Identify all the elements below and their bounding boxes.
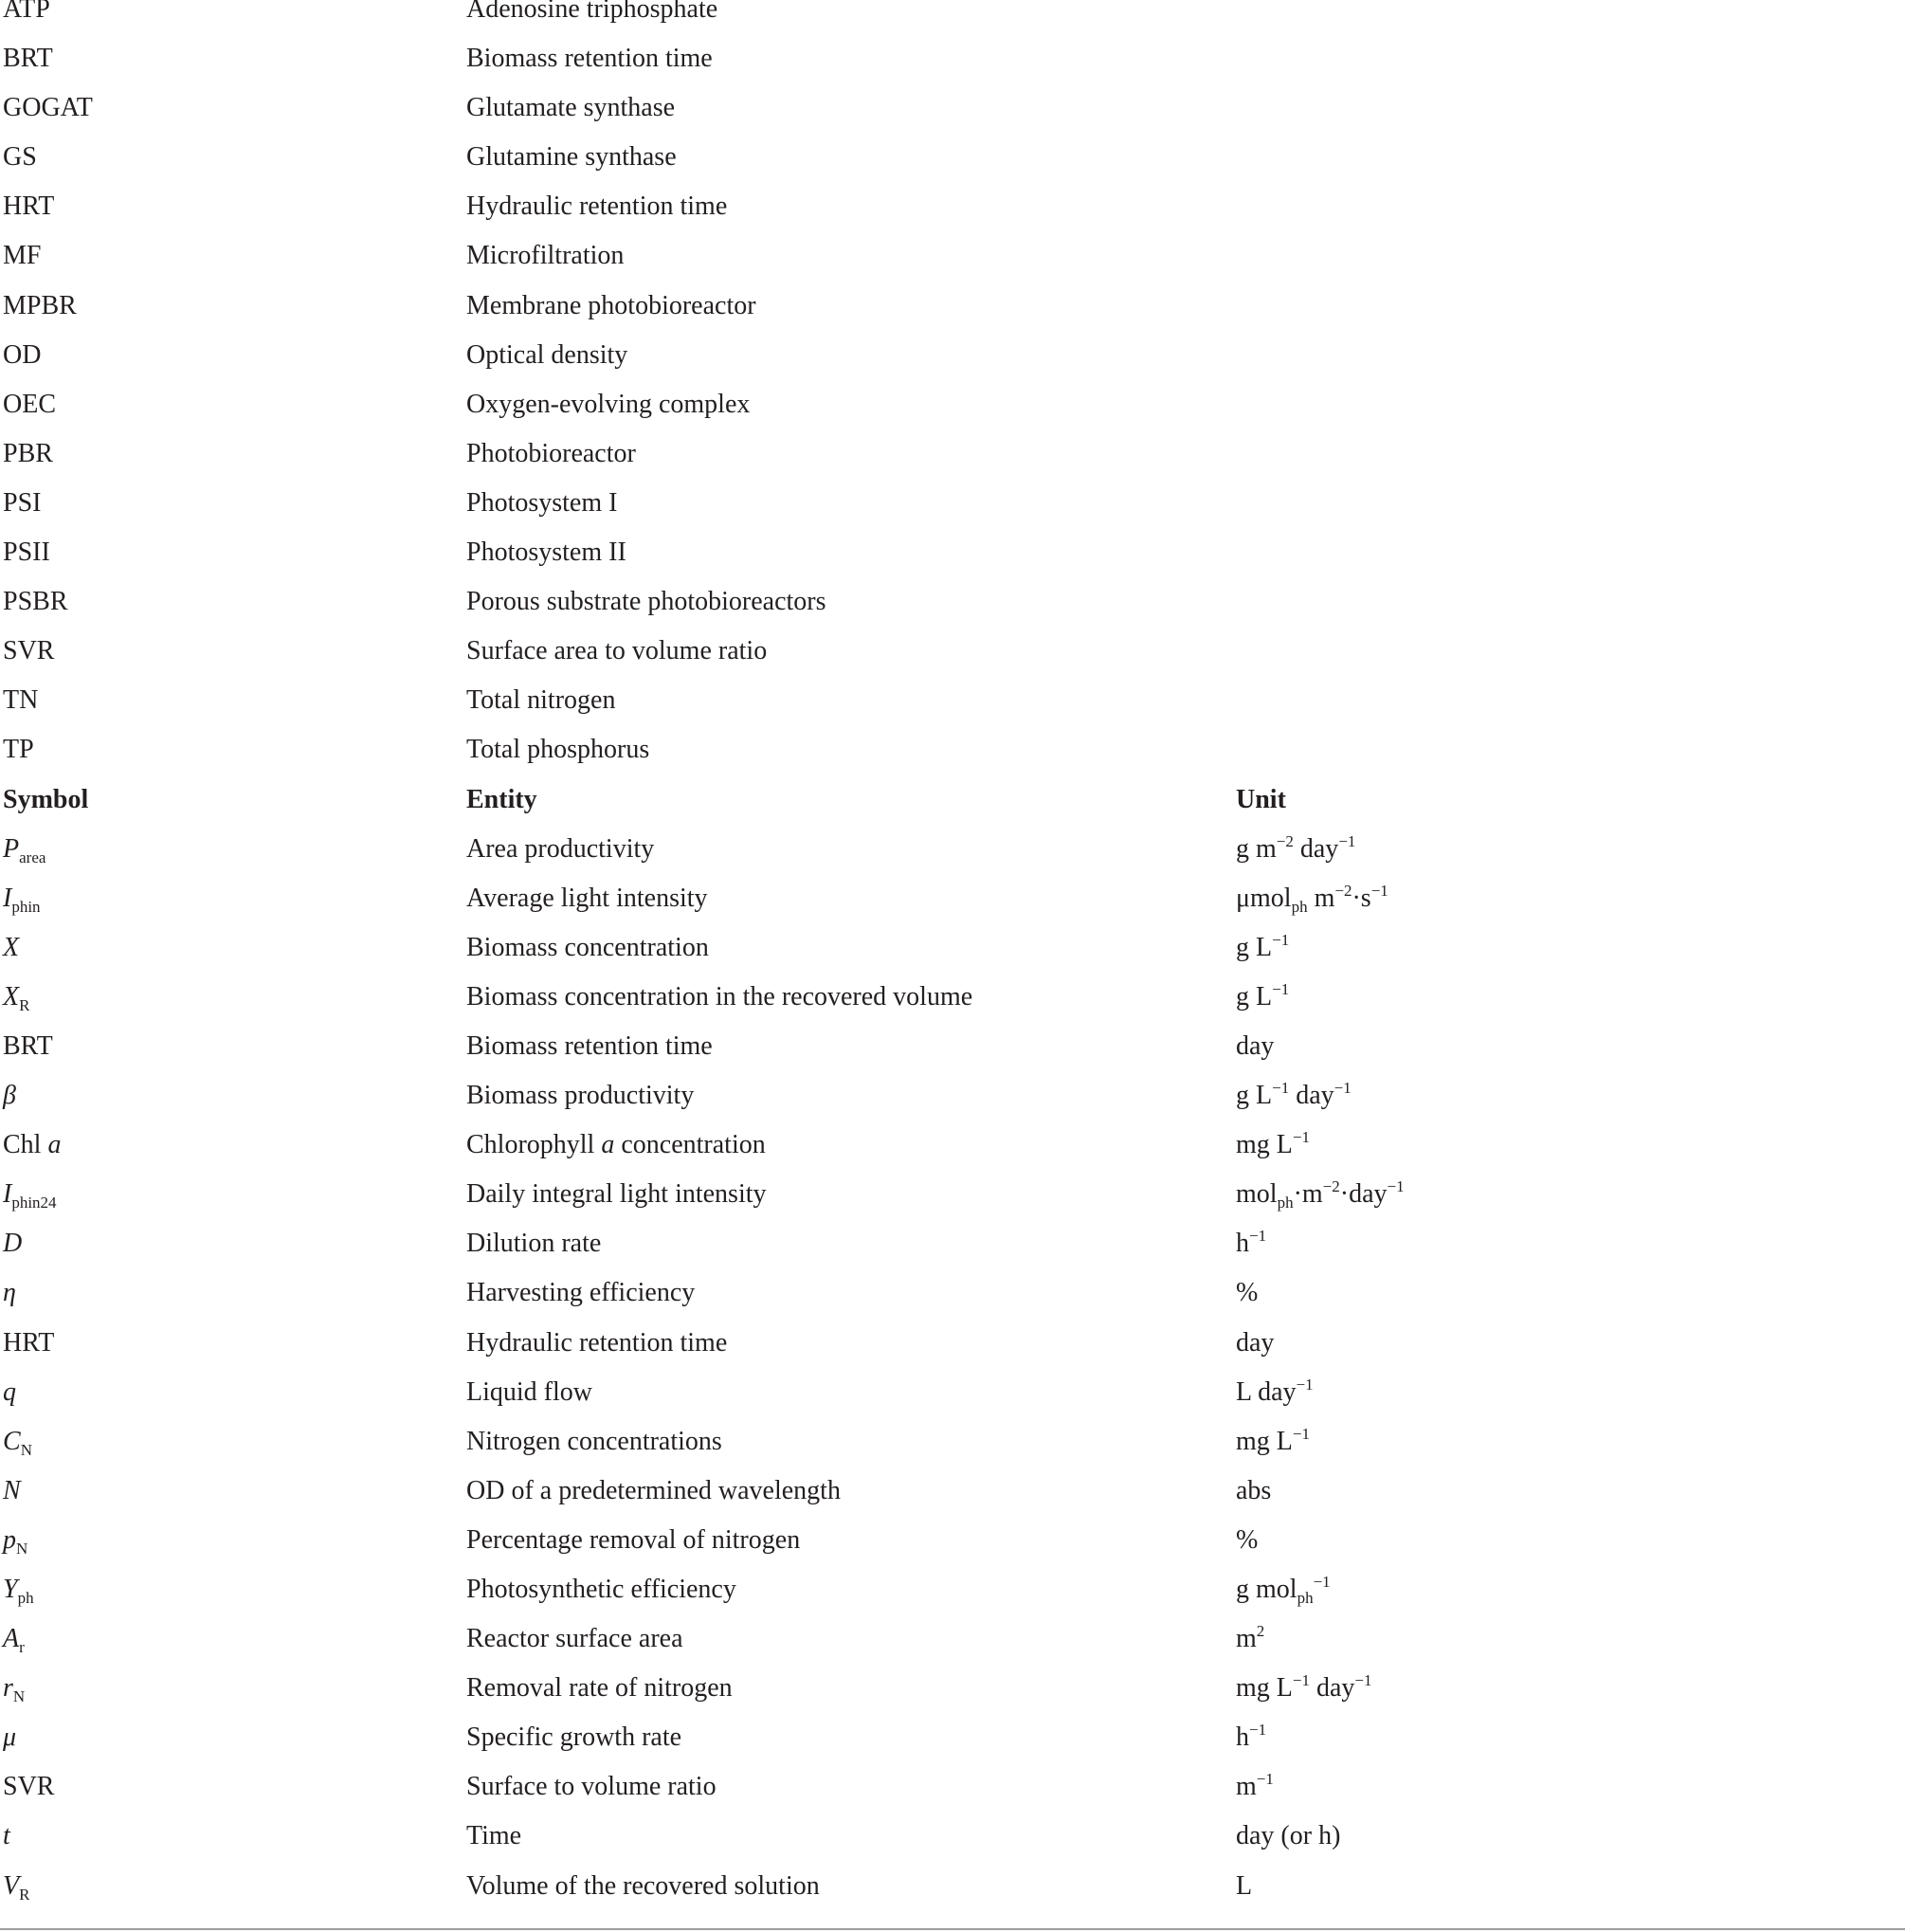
abbreviation-definition: Photosystem II	[466, 538, 626, 568]
italic-text: a	[47, 1130, 62, 1160]
symbol-row	[0, 1128, 1905, 1181]
unit	[1236, 1573, 1331, 1607]
text: Removal rate of nitrogen	[466, 1673, 733, 1704]
symbol-row	[0, 831, 1905, 885]
symbol	[3, 1774, 54, 1800]
symbol-row	[0, 1030, 1905, 1083]
text: Photosynthetic efficiency	[466, 1575, 736, 1604]
text: g L	[1236, 932, 1273, 962]
text: Harvesting efficiency	[466, 1278, 696, 1308]
italic-text: μ	[3, 1722, 17, 1753]
symbol-row	[0, 881, 1905, 935]
superscript: −1	[1292, 1424, 1310, 1443]
abbreviation-definition: Adenosine triphosphate	[466, 0, 718, 24]
abbreviation-definition: Photobioreactor	[466, 438, 636, 468]
abbreviation: TP	[3, 735, 34, 765]
superscript: −1	[1387, 1177, 1405, 1196]
entity	[466, 1577, 736, 1603]
text: ·day	[1339, 1179, 1388, 1210]
symbol-row	[0, 1524, 1905, 1577]
symbol	[3, 1673, 26, 1706]
subscript: ph	[1297, 1589, 1314, 1607]
italic-text: η	[3, 1278, 16, 1308]
italic-text: X	[3, 932, 20, 962]
abbreviation-row	[0, 487, 1905, 539]
abbreviation-definition: Glutamate synthase	[466, 93, 676, 123]
superscript: −1	[1296, 1375, 1314, 1394]
superscript: −2	[1322, 1177, 1340, 1196]
text: Liquid flow	[466, 1376, 592, 1407]
symbol-row	[0, 930, 1905, 984]
abbreviation-row	[0, 46, 1905, 95]
italic-text: β	[3, 1081, 16, 1111]
abbreviation-row	[0, 589, 1905, 638]
italic-text: V	[3, 1870, 20, 1901]
abbreviation: HRT	[3, 191, 55, 222]
entity	[466, 1327, 728, 1358]
entity	[466, 1675, 733, 1702]
entity	[466, 833, 655, 864]
subscript: ph	[17, 1589, 34, 1607]
entity	[466, 1376, 592, 1407]
abbreviation-row	[0, 290, 1905, 342]
symbol	[3, 1179, 57, 1212]
unit	[1236, 1475, 1272, 1505]
entity	[466, 1230, 601, 1257]
entity	[466, 1475, 841, 1505]
superscript: −1	[1292, 1128, 1310, 1147]
abbreviation: GS	[3, 142, 37, 173]
abbreviation-row	[0, 0, 1905, 46]
abbreviation-definition: Total phosphorus	[466, 735, 650, 765]
symbol-row	[0, 1327, 1905, 1379]
text: %	[1236, 1524, 1259, 1555]
symbol	[3, 1083, 16, 1109]
text: Area productivity	[466, 833, 655, 864]
text: day	[1236, 1030, 1275, 1061]
italic-text: I	[3, 1179, 12, 1210]
text: Daily integral light intensity	[466, 1179, 767, 1210]
unit	[1236, 1721, 1267, 1753]
subscript: phin	[11, 897, 41, 916]
unit	[1236, 1870, 1253, 1901]
text: Chlorophyll	[466, 1130, 602, 1160]
italic-text: q	[3, 1376, 16, 1407]
unit	[1236, 930, 1290, 962]
symbol	[3, 1475, 21, 1505]
italic-text: t	[3, 1821, 10, 1851]
italic-text: Y	[3, 1575, 18, 1604]
superscript: −1	[1338, 831, 1356, 850]
text: g mol	[1236, 1575, 1297, 1604]
symbols-section	[0, 831, 1905, 1923]
abbreviation: OD	[3, 339, 42, 370]
text: Average light intensity	[466, 883, 708, 913]
superscript: −1	[1292, 1671, 1310, 1690]
symbol	[3, 1376, 16, 1407]
italic-text: C	[3, 1426, 21, 1456]
abbreviation: TN	[3, 685, 39, 716]
superscript: −2	[1334, 881, 1352, 900]
text: h	[1236, 1722, 1249, 1753]
text: mg L	[1236, 1426, 1293, 1456]
text: Reactor surface area	[466, 1624, 683, 1654]
italic-text: A	[3, 1624, 20, 1654]
symbol-row	[0, 979, 1905, 1033]
subscript: phin24	[11, 1194, 57, 1212]
abbreviation-row	[0, 687, 1905, 737]
text: OD of a predetermined wavelength	[466, 1475, 841, 1505]
symbol	[3, 1280, 16, 1306]
subscript: ph	[1277, 1194, 1294, 1212]
symbol	[3, 1132, 61, 1158]
text: Percentage removal of nitrogen	[466, 1524, 801, 1555]
text: Chl	[3, 1130, 48, 1160]
text: day	[1309, 1673, 1355, 1704]
entity-column-header: Entity	[466, 784, 537, 814]
text: HRT	[3, 1327, 55, 1358]
entity	[466, 1524, 801, 1555]
abbreviation: PSBR	[3, 587, 68, 617]
text: Biomass concentration	[466, 932, 709, 962]
abbreviation-definition: Biomass retention time	[466, 44, 713, 74]
italic-text: N	[3, 1475, 21, 1505]
entity	[466, 1280, 695, 1306]
text: Hydraulic retention time	[466, 1327, 728, 1358]
abbreviation: ATP	[3, 0, 50, 24]
symbol-row	[0, 1870, 1905, 1923]
abbreviation: MPBR	[3, 290, 77, 320]
abbreviation-row	[0, 638, 1905, 687]
italic-text: r	[3, 1673, 13, 1704]
unit	[1236, 1327, 1275, 1358]
unit	[1236, 1671, 1372, 1704]
abbreviation-definition: Surface area to volume ratio	[466, 636, 768, 666]
text: %	[1236, 1278, 1259, 1308]
text: abs	[1236, 1475, 1272, 1505]
superscript: −2	[1276, 831, 1294, 850]
italic-text: D	[3, 1229, 23, 1259]
text: g m	[1236, 833, 1277, 864]
entity	[466, 1030, 713, 1061]
abbreviation-row	[0, 389, 1905, 441]
entity	[466, 1181, 767, 1208]
abbreviation: GOGAT	[3, 93, 93, 123]
unit	[1236, 1770, 1274, 1802]
entity	[466, 981, 973, 1012]
symbol-column-header: Symbol	[3, 784, 89, 814]
abbreviation: PBR	[3, 438, 53, 468]
abbreviation-definition: Microfiltration	[466, 241, 625, 271]
abbreviation-definition: Optical density	[466, 339, 628, 370]
text: SVR	[3, 1772, 55, 1802]
text: Nitrogen concentrations	[466, 1426, 722, 1456]
italic-text: X	[3, 981, 20, 1012]
abbreviation-row	[0, 144, 1905, 193]
symbol	[3, 981, 30, 1014]
unit	[1236, 1177, 1405, 1212]
entity	[466, 1426, 722, 1456]
symbol-row	[0, 1770, 1905, 1823]
superscript: −1	[1249, 1721, 1267, 1740]
abbreviation-definition: Hydraulic retention time	[466, 191, 728, 222]
subscript: area	[19, 848, 46, 866]
text: mg L	[1236, 1673, 1293, 1704]
unit	[1236, 1128, 1310, 1160]
text: BRT	[3, 1030, 53, 1061]
symbol	[3, 1724, 16, 1751]
superscript: −1	[1249, 1227, 1267, 1246]
abbreviation-definition: Glutamine synthase	[466, 142, 677, 173]
abbreviation: BRT	[3, 44, 53, 74]
text: Surface to volume ratio	[466, 1772, 717, 1802]
symbol	[3, 1426, 32, 1459]
text: Time	[466, 1821, 522, 1851]
symbol-row	[0, 1280, 1905, 1329]
superscript: −1	[1272, 930, 1290, 949]
text: day	[1293, 833, 1339, 864]
text: day	[1289, 1081, 1334, 1111]
subscript: N	[12, 1687, 26, 1706]
symbol	[3, 883, 41, 916]
symbol	[3, 833, 46, 866]
subscript: N	[16, 1539, 28, 1558]
unit	[1236, 1424, 1310, 1456]
italic-text: p	[3, 1524, 16, 1555]
text: ·m	[1293, 1179, 1323, 1210]
unit	[1236, 1030, 1275, 1061]
text: L day	[1236, 1376, 1297, 1407]
italic-text: a	[601, 1130, 615, 1160]
unit	[1236, 1524, 1259, 1555]
text: g L	[1236, 981, 1273, 1012]
entity	[466, 1823, 521, 1850]
entity	[466, 1870, 820, 1901]
text: h	[1236, 1229, 1249, 1259]
superscript: 2	[1256, 1622, 1265, 1641]
superscript: −1	[1354, 1671, 1372, 1690]
abbreviation-row	[0, 438, 1905, 490]
text: μmol	[1236, 883, 1292, 913]
symbol-row	[0, 1573, 1905, 1626]
text: mol	[1236, 1179, 1278, 1210]
text: Volume of the recovered solution	[466, 1870, 820, 1901]
text: L	[1236, 1870, 1253, 1901]
symbol-row	[0, 1671, 1905, 1724]
abbreviation-definition: Porous substrate photobioreactors	[466, 587, 826, 617]
unit	[1236, 831, 1356, 864]
symbol-row	[0, 1622, 1905, 1675]
symbols-header-row	[0, 784, 1905, 836]
symbol-row	[0, 1475, 1905, 1527]
subscript: R	[19, 1885, 30, 1904]
symbol	[3, 1327, 55, 1358]
subscript: R	[19, 995, 30, 1014]
text: ·s	[1352, 883, 1371, 913]
text: Biomass concentration in the recovered volume	[466, 981, 973, 1012]
entity	[466, 1724, 681, 1751]
abbreviation-definition: Total nitrogen	[466, 685, 616, 716]
text: g L	[1236, 1081, 1273, 1111]
superscript: −1	[1313, 1573, 1331, 1591]
symbol-row	[0, 1227, 1905, 1280]
abbreviation: MF	[3, 241, 42, 271]
text: Dilution rate	[466, 1229, 602, 1259]
abbreviation-row	[0, 737, 1905, 786]
abbreviation-row	[0, 95, 1905, 144]
symbol	[3, 1575, 34, 1607]
unit	[1236, 1079, 1352, 1111]
abbreviation: PSI	[3, 487, 42, 518]
entity	[466, 1626, 683, 1652]
abbreviations-section	[0, 0, 1905, 787]
subscript: N	[20, 1440, 32, 1459]
text: m	[1307, 883, 1335, 913]
symbol-row	[0, 1079, 1905, 1132]
symbol-row	[0, 1823, 1905, 1872]
text: m	[1236, 1624, 1257, 1654]
italic-text: I	[3, 883, 12, 913]
abbreviation-row	[0, 539, 1905, 589]
symbol-row	[0, 1424, 1905, 1478]
abbreviation-definition: Membrane photobioreactor	[466, 290, 756, 320]
superscript: −1	[1256, 1770, 1274, 1789]
text: Specific growth rate	[466, 1722, 682, 1753]
unit	[1236, 1280, 1258, 1306]
entity	[466, 932, 709, 962]
superscript: −1	[1370, 881, 1388, 900]
superscript: −1	[1272, 1079, 1290, 1098]
text: m	[1236, 1772, 1257, 1802]
symbol	[3, 1230, 22, 1257]
symbol	[3, 932, 20, 962]
symbol-row	[0, 1721, 1905, 1774]
symbol-row	[0, 1177, 1905, 1230]
subscript: r	[19, 1638, 25, 1657]
text: Biomass retention time	[466, 1030, 713, 1061]
entity	[466, 1774, 717, 1800]
abbreviation-definition: Photosystem I	[466, 487, 618, 518]
symbol	[3, 1524, 28, 1558]
abbreviation-row	[0, 339, 1905, 392]
unit	[1236, 1227, 1267, 1259]
text: mg L	[1236, 1130, 1293, 1160]
abbreviation: OEC	[3, 389, 56, 419]
symbol	[3, 1870, 30, 1904]
unit	[1236, 1375, 1314, 1407]
abbreviation-row	[0, 193, 1905, 243]
unit	[1236, 979, 1290, 1012]
entity	[466, 885, 708, 912]
symbol	[3, 1030, 53, 1061]
italic-text: P	[3, 833, 20, 864]
symbol	[3, 1624, 25, 1657]
unit	[1236, 1622, 1265, 1654]
unit-column-header: Unit	[1236, 784, 1286, 814]
unit	[1236, 881, 1388, 916]
table-bottom-rule	[0, 1928, 1905, 1930]
entity	[466, 1083, 694, 1109]
superscript: −1	[1334, 1079, 1352, 1098]
unit	[1236, 1823, 1340, 1850]
text: day	[1236, 1327, 1275, 1358]
abbreviation-definition: Oxygen-evolving complex	[466, 389, 751, 419]
symbol	[3, 1823, 10, 1850]
abbreviation: PSII	[3, 538, 50, 568]
superscript: −1	[1272, 979, 1290, 998]
text: concentration	[614, 1130, 766, 1160]
subscript: ph	[1291, 897, 1308, 916]
symbol-row	[0, 1375, 1905, 1429]
abbreviation-row	[0, 243, 1905, 292]
text: Biomass productivity	[466, 1081, 695, 1111]
abbreviation: SVR	[3, 636, 55, 666]
entity	[466, 1132, 766, 1158]
text: day (or h)	[1236, 1821, 1341, 1851]
